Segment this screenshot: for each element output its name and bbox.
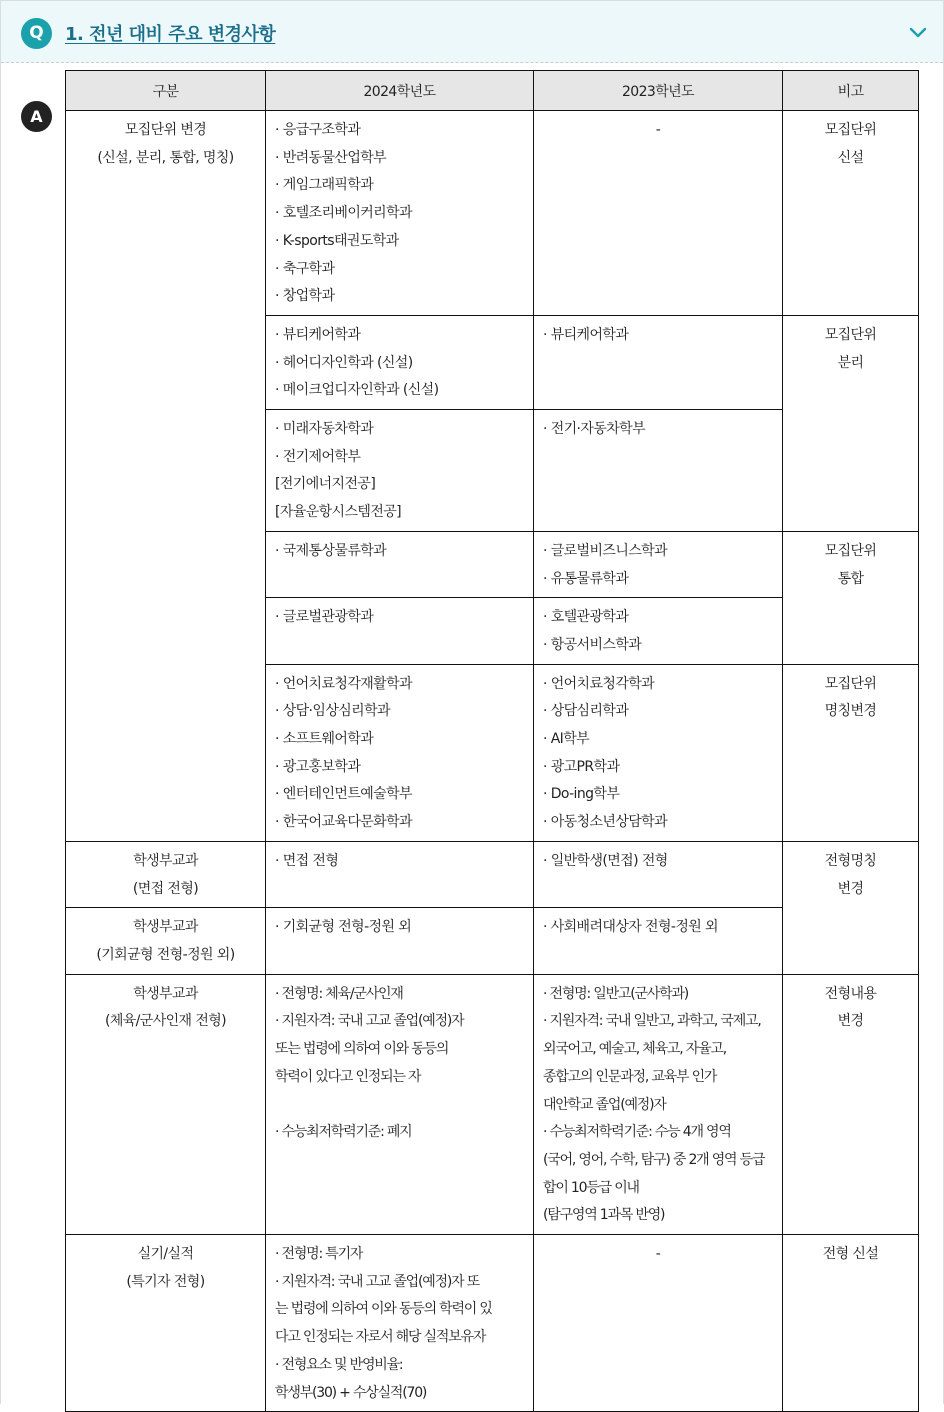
category-cell: 학생부교과 (체육/군사인재 전형) <box>66 974 266 1234</box>
header-note: 비고 <box>783 71 919 111</box>
list-cell-2024: · 면접 전형 <box>266 841 534 907</box>
note-cell: 모집단위 통합 <box>783 531 919 664</box>
note-cell: 전형내용 변경 <box>783 974 919 1234</box>
category-cell: 학생부교과 (기회균형 전형-정원 외) <box>66 908 266 974</box>
list-cell-2023: · 글로벌비즈니스학과 · 유통물류학과 <box>534 531 783 597</box>
list-cell-2024: · 기회균형 전형-정원 외 <box>266 908 534 974</box>
list-cell-2023: · 뷰티케어학과 <box>534 315 783 409</box>
faq-question-title[interactable]: 1. 전년 대비 주요 변경사항 <box>65 24 276 45</box>
list-cell-2023: · 언어치료청각학과 · 상담심리학과 · AI학부 · 광고PR학과 · Do-ing학부 · 아동청소년상담학과 <box>534 664 783 841</box>
table-row <box>66 974 919 1234</box>
list-cell-2024: · 미래자동차학과 · 전기제어학부 [전기에너지전공] [자율운항시스템전공] <box>266 410 534 532</box>
list-cell-2024: · 응급구조학과 · 반려동물산업학부 · 게임그래픽학과 · 호텔조리베이커리학과 · K-sports태권도학과 · 축구학과 · 창업학과 <box>266 111 534 316</box>
list-cell-2024: · 국제통상물류학과 <box>266 531 534 597</box>
chevron-down-icon[interactable] <box>909 23 927 41</box>
list-cell-2023: - <box>534 1235 783 1412</box>
note-cell: 모집단위 분리 <box>783 315 919 531</box>
list-cell-2023: - <box>534 111 783 316</box>
table-row <box>66 841 919 907</box>
list-cell-2023: · 사회배려대상자 전형-정원 외 <box>534 908 783 974</box>
note-cell: 전형 신설 <box>783 1235 919 1412</box>
list-cell-2023: · 일반학생(면접) 전형 <box>534 841 783 907</box>
question-badge: Q <box>21 18 52 49</box>
table-header-row <box>66 71 919 111</box>
list-cell-2024: · 글로벌관광학과 <box>266 598 534 664</box>
list-cell-2024: · 전형명: 체육/군사인재 · 지원자격: 국내 고교 졸업(예정)자 또는 법령에 의하여 이와 동등의 학력이 있다고 인정되는 자 · 수능최저학력기준: 폐지 <box>266 974 534 1234</box>
faq-question-header[interactable] <box>1 1 943 63</box>
table-row <box>66 1235 919 1412</box>
header-2024: 2024학년도 <box>266 71 534 111</box>
category-cell: 실기/실적 (특기자 전형) <box>66 1235 266 1412</box>
header-2023: 2023학년도 <box>534 71 783 111</box>
table-row <box>66 111 919 316</box>
list-cell-2024: · 뷰티케어학과 · 헤어디자인학과 (신설) · 메이크업디자인학과 (신설) <box>266 315 534 409</box>
note-cell: 전형명칭 변경 <box>783 841 919 974</box>
list-cell-2023: · 전기·자동차학부 <box>534 410 783 532</box>
header-category: 구분 <box>66 71 266 111</box>
note-cell: 모집단위 명칭변경 <box>783 664 919 841</box>
category-cell: 학생부교과 (면접 전형) <box>66 841 266 907</box>
note-cell: 모집단위 신설 <box>783 111 919 316</box>
answer-badge: A <box>21 101 52 132</box>
category-cell: 모집단위 변경 (신설, 분리, 통합, 명칭) <box>66 111 266 842</box>
list-cell-2023: · 호텔관광학과 · 항공서비스학과 <box>534 598 783 664</box>
changes-table <box>65 70 919 1412</box>
list-cell-2024: · 전형명: 특기자 · 지원자격: 국내 고교 졸업(예정)자 또 는 법령에 의하여 이와 동등의 학력이 있 다고 인정되는 자로서 해당 실적보유자 · 전형요소 및 반영비율: 학생부(30) + 수상실적(70) <box>266 1235 534 1412</box>
list-cell-2024: · 언어치료청각재활학과 · 상담·임상심리학과 · 소프트웨어학과 · 광고홍보학과 · 엔터테인먼트예술학부 · 한국어교육다문화학과 <box>266 664 534 841</box>
list-cell-2023: · 전형명: 일반고(군사학과) · 지원자격: 국내 일반고, 과학고, 국제고, 외국어고, 예술고, 체육고, 자율고, 종합고의 인문과정, 교육부 인가 대안학교 졸업(예정)자 · 수능최저학력기준: 수능 4개 영역 (국어, 영어, 수학, 탐구) 중 2개 영역 등급 합이 10등급 이내 (탐구영역 1과목 반영) <box>534 974 783 1234</box>
